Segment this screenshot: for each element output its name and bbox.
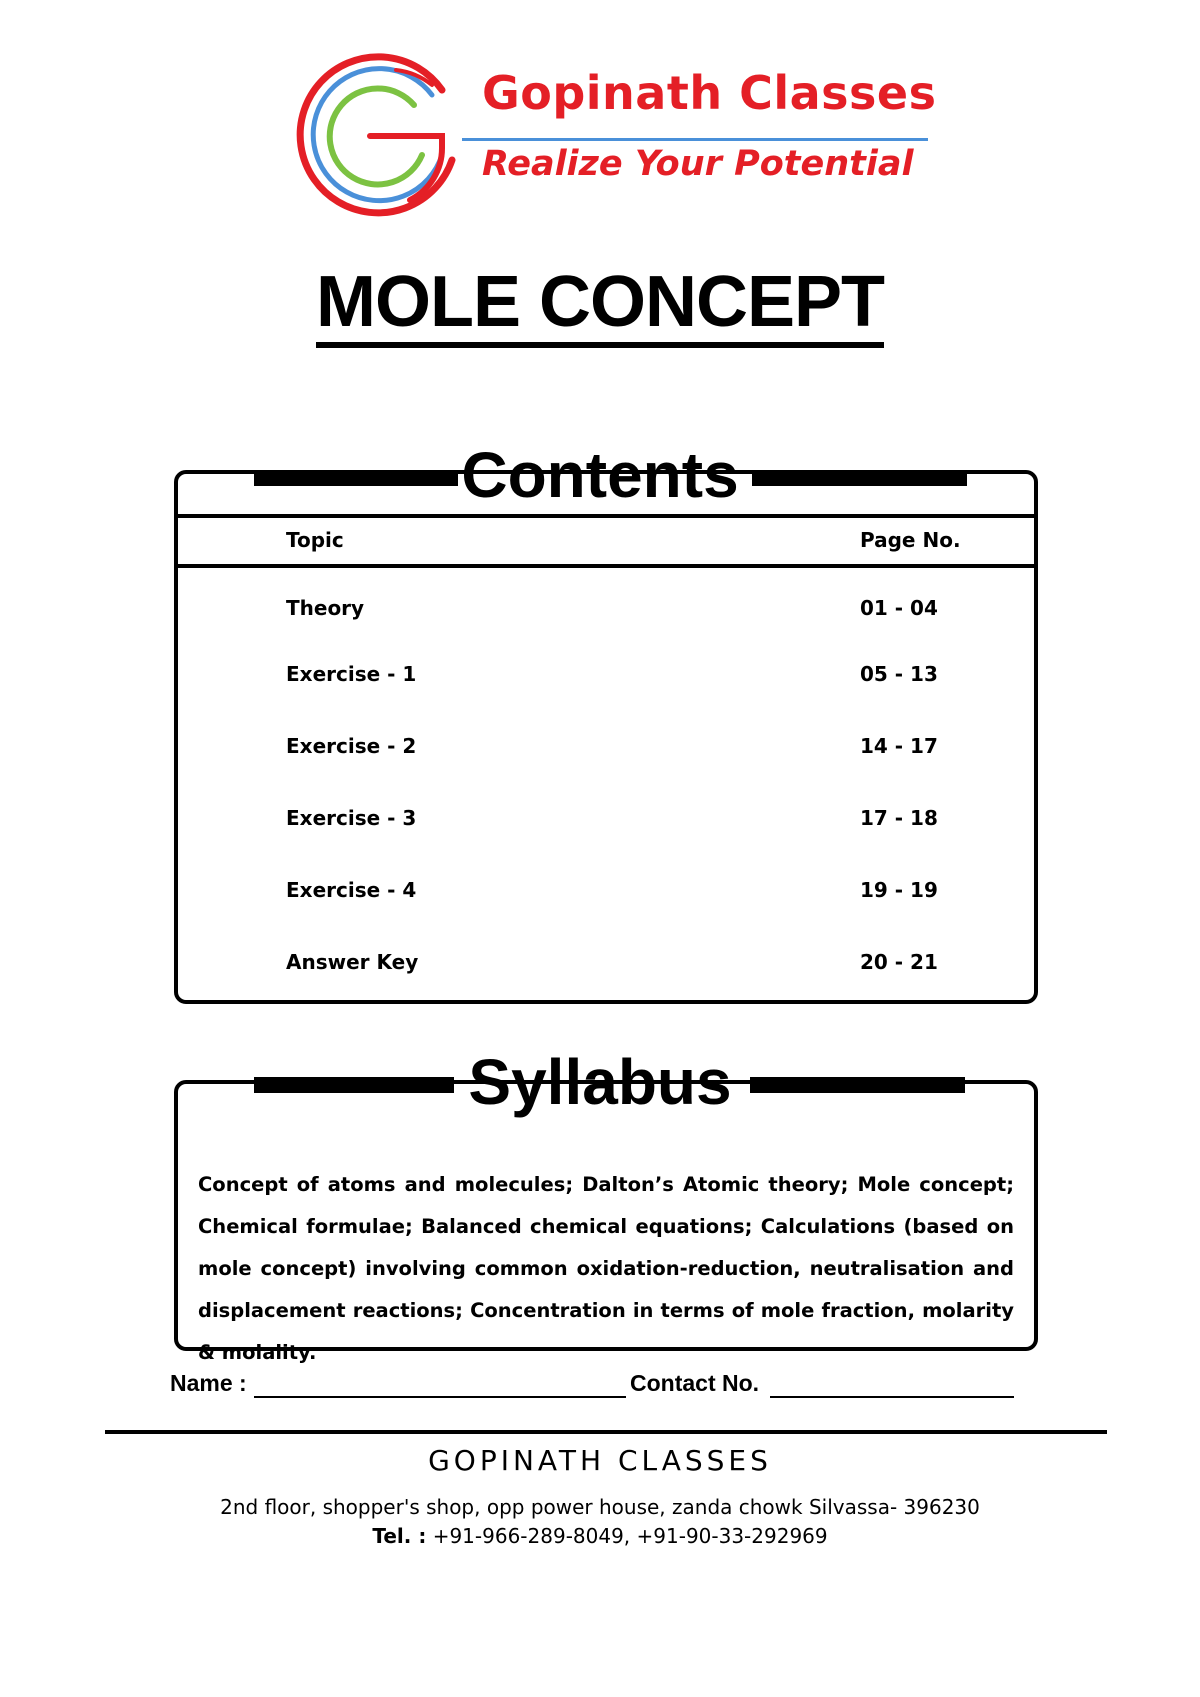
toc-topic: Theory [286,596,365,620]
toc-topic: Exercise - 3 [286,806,417,830]
student-info-line [170,1370,1070,1406]
toc-row [178,662,1034,692]
footer-divider [105,1430,1107,1434]
footer-address: 2nd floor, shopper's shop, opp power house, zanda chowk Silvassa- 396230 [220,1495,980,1519]
toc-topic: Exercise - 1 [286,662,417,686]
tel-label: Tel. : [372,1524,427,1548]
contact-label: Contact No. [630,1370,760,1396]
contents-heading-block [0,440,1200,510]
toc-row [178,878,1034,908]
toc-pages: 14 - 17 [860,734,938,758]
toc-pages: 19 - 19 [860,878,938,902]
contents-box [174,470,1038,1004]
brand-logo [292,50,942,230]
tel-numbers: +91-966-289-8049, +91-90-33-292969 [432,1524,828,1548]
footer-org-name: GOPINATH CLASSES [428,1444,772,1477]
toc-topic: Exercise - 4 [286,878,417,902]
toc-header-divider [178,564,1034,568]
toc-row [178,734,1034,764]
page-title: MOLE CONCEPT [316,262,884,348]
toc-col-topic: Topic [286,528,344,552]
logo-g-mark-icon [292,50,472,230]
toc-pages: 05 - 13 [860,662,938,686]
syllabus-heading-block [0,1047,1200,1117]
brand-name: Gopinath Classes [482,66,937,120]
toc-row [178,806,1034,836]
brand-tagline: Realize Your Potential [482,144,914,184]
toc-pages: 20 - 21 [860,950,938,974]
syllabus-heading: Syllabus [468,1046,732,1118]
toc-topic: Exercise - 2 [286,734,417,758]
toc-col-page: Page No. [860,528,961,552]
logo-divider [462,138,928,141]
toc-row [178,596,1034,626]
contact-field[interactable] [770,1396,1014,1398]
toc-topic: Answer Key [286,950,419,974]
page-title-wrapper [0,262,1200,342]
toc-pages: 01 - 04 [860,596,938,620]
name-label: Name : [170,1370,247,1396]
footer-phone [0,1524,1200,1548]
toc-pages: 17 - 18 [860,806,938,830]
syllabus-box [174,1080,1038,1364]
contents-heading: Contents [461,439,739,511]
toc-row [178,950,1034,980]
name-field[interactable] [254,1396,626,1398]
syllabus-text: Concept of atoms and molecules; Dalton’s Atomic theory; Mole concept; Chemical formulae; Balanced chemical equations; Calculations (based on mole concept) involving common oxidation-reduction, neutralisation and displacement reactions; Concentration in terms of mole fraction, molarity & molality. [198,1173,1014,1364]
toc-header-row [178,518,1034,564]
